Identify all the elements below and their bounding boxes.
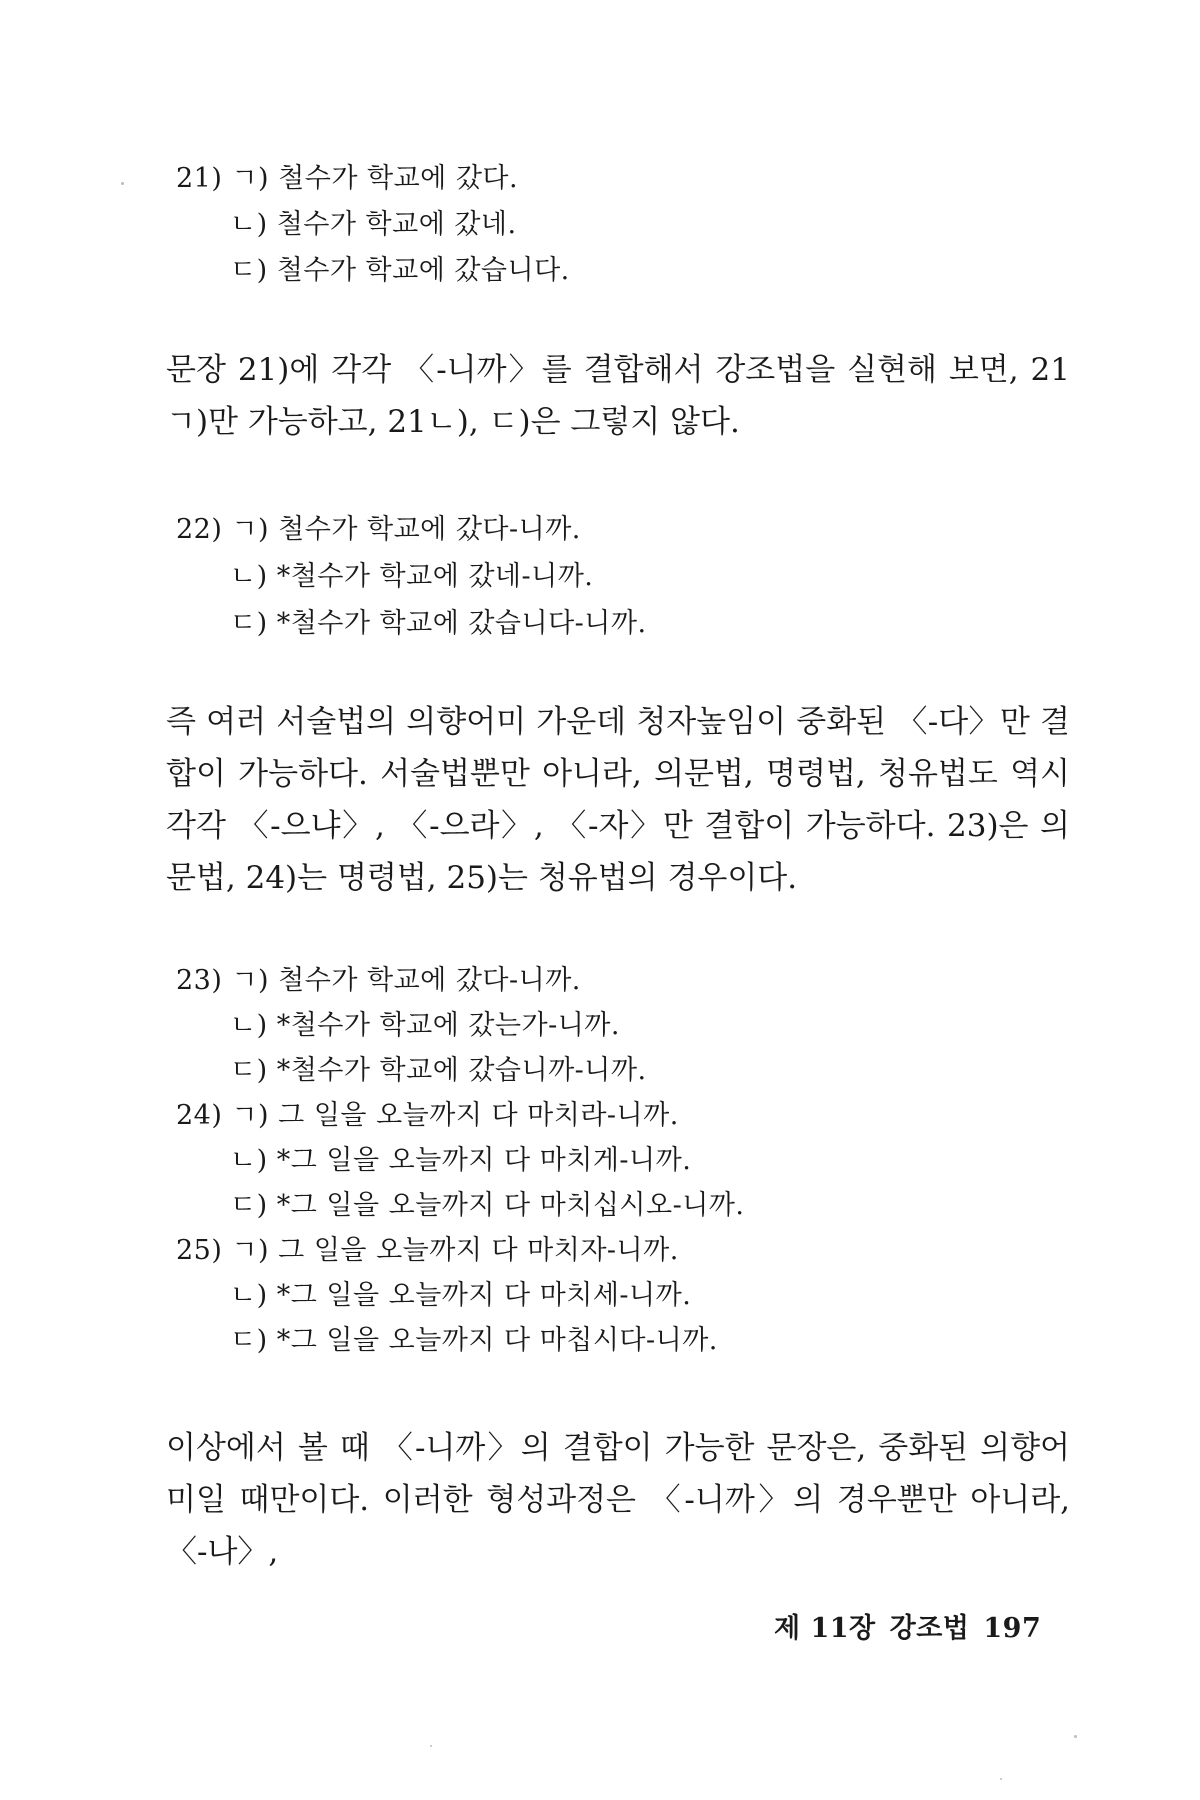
example-23b: ㄴ) *철수가 학교에 갔는가-니까.: [230, 1010, 620, 1041]
paragraph-3: [166, 1422, 1070, 1578]
footer-chapter: 제 11장: [774, 1613, 876, 1644]
scan-speck: [1000, 1778, 1002, 1780]
paragraph-2: [166, 696, 1070, 904]
example-21b: ㄴ) 철수가 학교에 갔네.: [230, 209, 517, 240]
example-23c: ㄷ) *철수가 학교에 갔습니까-니까.: [230, 1055, 647, 1086]
example-22c: ㄷ) *철수가 학교에 갔습니다-니까.: [230, 608, 647, 639]
example-23a: 23) ㄱ) 철수가 학교에 갔다-니까.: [176, 965, 581, 996]
scan-speck: [121, 182, 124, 185]
example-25a: 25) ㄱ) 그 일을 오늘까지 다 마치자-니까.: [176, 1235, 679, 1266]
example-21c: ㄷ) 철수가 학교에 갔습니다.: [230, 255, 570, 286]
paragraph-2-text: 즉 여러 서술법의 의향어미 가운데 청자높임이 중화된 〈-다〉만 결합이 가능하다. 서술법뿐만 아니라, 의문법, 명령법, 청유법도 역시 각각 〈-으냐〉, 〈-으라〉, 〈-자〉만 결합이 가능하다. 23)은 의문법, 24)는 명령법, 25)는 청유법의 경우이다.: [166, 704, 1070, 896]
example-22b: ㄴ) *철수가 학교에 갔네-니까.: [230, 561, 594, 592]
paragraph-1-text: 문장 21)에 각각 〈-니까〉를 결합해서 강조법을 실현해 보면, 21ㄱ)만 가능하고, 21ㄴ), ㄷ)은 그렇지 않다.: [166, 352, 1070, 440]
paragraph-3-text: 이상에서 볼 때 〈-니까〉의 결합이 가능한 문장은, 중화된 의향어미일 때만이다. 이러한 형성과정은 〈-니까〉의 경우뿐만 아니라, 〈-나〉,: [166, 1430, 1070, 1570]
paragraph-1: [166, 344, 1070, 448]
scan-speck: [1074, 1735, 1077, 1738]
example-24c: ㄷ) *그 일을 오늘까지 다 마치십시오-니까.: [230, 1190, 745, 1221]
example-22a: 22) ㄱ) 철수가 학교에 갔다-니까.: [176, 514, 581, 545]
example-24a: 24) ㄱ) 그 일을 오늘까지 다 마치라-니까.: [176, 1100, 679, 1131]
footer-page-number: 197: [983, 1613, 1042, 1644]
example-24b: ㄴ) *그 일을 오늘까지 다 마치게-니까.: [230, 1145, 692, 1176]
example-25b: ㄴ) *그 일을 오늘까지 다 마치세-니까.: [230, 1280, 692, 1311]
footer-title: 강조법: [889, 1613, 970, 1644]
scan-speck: [430, 1745, 432, 1747]
example-21a: 21) ㄱ) 철수가 학교에 갔다.: [176, 163, 519, 194]
example-25c: ㄷ) *그 일을 오늘까지 다 마칩시다-니까.: [230, 1325, 718, 1356]
page-footer: [774, 1606, 1055, 1645]
